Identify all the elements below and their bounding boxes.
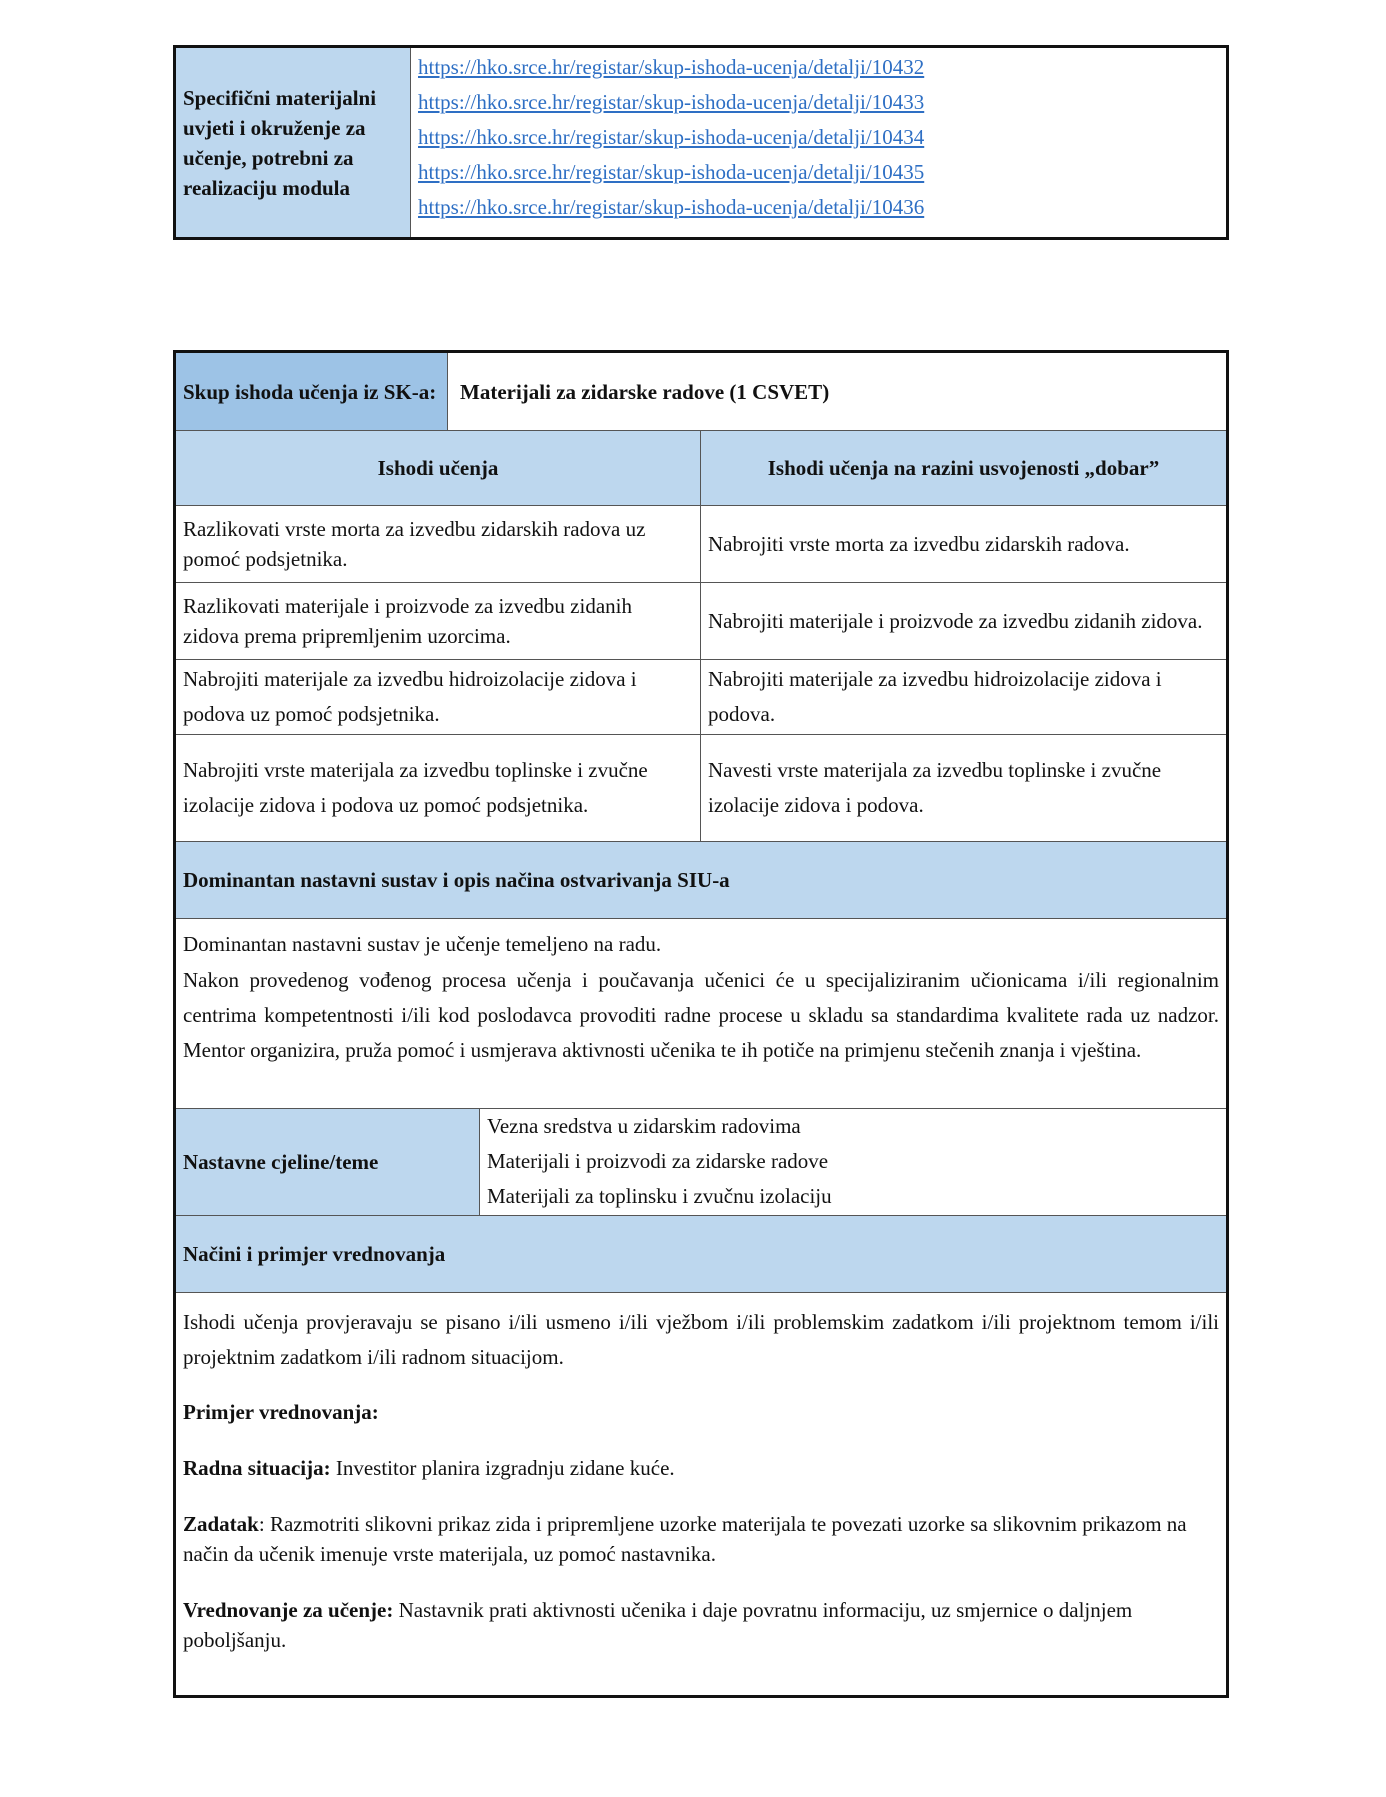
topic-item: Materijali i proizvodi za zidarske radove (487, 1149, 829, 1173)
evaluation-body-row (176, 1293, 1226, 1659)
dominant-paragraph: Nakon provedenog vođenog procesa učenja i poučavanja učenici će u specijaliziranim učionicama i/ili regionalnim centrima kompetentnosti i/ili kod poslodavca provoditi radne procese u skladu sa standardima kvalitete rada uz nadzor. Mentor organizira, pruža pomoć i usmjerava aktivnosti učenika te ih potiče na primjenu stečenih znanja i vještina. (183, 968, 1219, 1062)
evaluation-heading: Načini i primjer vrednovanja (176, 1216, 1226, 1292)
work-situation (183, 1453, 1219, 1483)
skup-value: Materijali za zidarske radove (1 CSVET) (460, 379, 830, 404)
learning-evaluation (183, 1595, 1219, 1655)
materials-label: Specifični materijalni uvjeti i okruženje za učenje, potrebni za realizaciju modula (176, 48, 411, 237)
outcome-text: Nabrojiti materijale za izvedbu hidroizolacije zidova i podova uz pomoć podsjetnika. (176, 660, 701, 734)
dominant-header-row (176, 842, 1226, 919)
topics-list (480, 1109, 1226, 1215)
outcome-good-text: Navesti vrste materijala za izvedbu toplinske i zvučne izolacije zidova i podova. (708, 758, 1162, 817)
link-10435[interactable]: https://hko.srce.hr/registar/skup-ishoda-ucenja/detalji/10435 (418, 160, 925, 184)
skup-label: Skup ishoda učenja iz SK-a: (176, 353, 448, 430)
outcome-text: Razlikovati vrste morta za izvedbu zidarskih radova uz pomoć podsjetnika. (176, 506, 701, 582)
topic-item: Vezna sredstva u zidarskim radovima (487, 1114, 801, 1138)
outcome-row (176, 660, 1226, 735)
dominant-body-row (176, 919, 1226, 1109)
materials-table (173, 45, 1229, 240)
outcome-text: Razlikovati materijale i proizvode za izvedbu zidanih zidova prema pripremljenim uzorcima. (176, 583, 701, 659)
work-situation-label: Radna situacija: (183, 1456, 331, 1480)
outcome-good-text: Nabrojiti materijale za izvedbu hidroizolacije zidova i podova. (708, 667, 1162, 726)
outcomes-header-row (176, 431, 1226, 506)
link-10433[interactable]: https://hko.srce.hr/registar/skup-ishoda-ucenja/detalji/10433 (418, 90, 925, 114)
learning-evaluation-text: Nastavnik prati aktivnosti učenika i daje povratnu informaciju, uz smjernice o daljnjem poboljšanju. (183, 1598, 1133, 1652)
learning-evaluation-label: Vrednovanje za učenje: (183, 1598, 394, 1622)
skup-row (176, 353, 1226, 431)
task (183, 1509, 1219, 1569)
link-10436[interactable]: https://hko.srce.hr/registar/skup-ishoda-ucenja/detalji/10436 (418, 195, 925, 219)
col-header-outcomes: Ishodi učenja (176, 431, 701, 505)
evaluation-intro: Ishodi učenja provjeravaju se pisano i/ili usmeno i/ili vježbom i/ili problemskim zadatkom i/ili projektnom temom i/ili projektnim zadatkom i/ili radnom situacijom. (183, 1310, 1219, 1369)
work-situation-text: Investitor planira izgradnju zidane kuće. (330, 1456, 675, 1480)
dominant-heading: Dominantan nastavni sustav i opis načina ostvarivanja SIU-a (176, 842, 1226, 918)
evaluation-body (176, 1293, 1226, 1659)
materials-links (411, 48, 1226, 237)
example-heading: Primjer vrednovanja: (183, 1400, 379, 1424)
task-label: Zadatak (183, 1512, 259, 1536)
dominant-body (176, 919, 1226, 1108)
materials-row (176, 48, 1226, 237)
outcome-text: Nabrojiti vrste materijala za izvedbu toplinske i zvučne izolacije zidova i podova uz pomoć podsjetnika. (176, 735, 701, 841)
dominant-line: Dominantan nastavni sustav je učenje temeljeno na radu. (183, 932, 662, 956)
outcome-good-text: Nabrojiti vrste morta za izvedbu zidarskih radova. (708, 532, 1130, 556)
outcome-good-text: Nabrojiti materijale i proizvode za izvedbu zidanih zidova. (708, 609, 1203, 633)
outcome-row (176, 583, 1226, 660)
outcome-row (176, 735, 1226, 842)
siu-table (173, 350, 1229, 1698)
outcome-row (176, 506, 1226, 583)
link-10434[interactable]: https://hko.srce.hr/registar/skup-ishoda-ucenja/detalji/10434 (418, 125, 925, 149)
topic-item: Materijali za toplinsku i zvučnu izolaciju (487, 1184, 832, 1208)
link-10432[interactable]: https://hko.srce.hr/registar/skup-ishoda-ucenja/detalji/10432 (418, 55, 925, 79)
topics-row (176, 1109, 1226, 1216)
task-text: : Razmotriti slikovni prikaz zida i pripremljene uzorke materijala te povezati uzorke sa slikovnim prikazom na način da učenik imenuje vrste materijala, uz pomoć nastavnika. (183, 1512, 1187, 1566)
evaluation-header-row (176, 1216, 1226, 1293)
topics-label: Nastavne cjeline/teme (176, 1109, 480, 1215)
col-header-good-level: Ishodi učenja na razini usvojenosti „dobar” (701, 431, 1226, 505)
